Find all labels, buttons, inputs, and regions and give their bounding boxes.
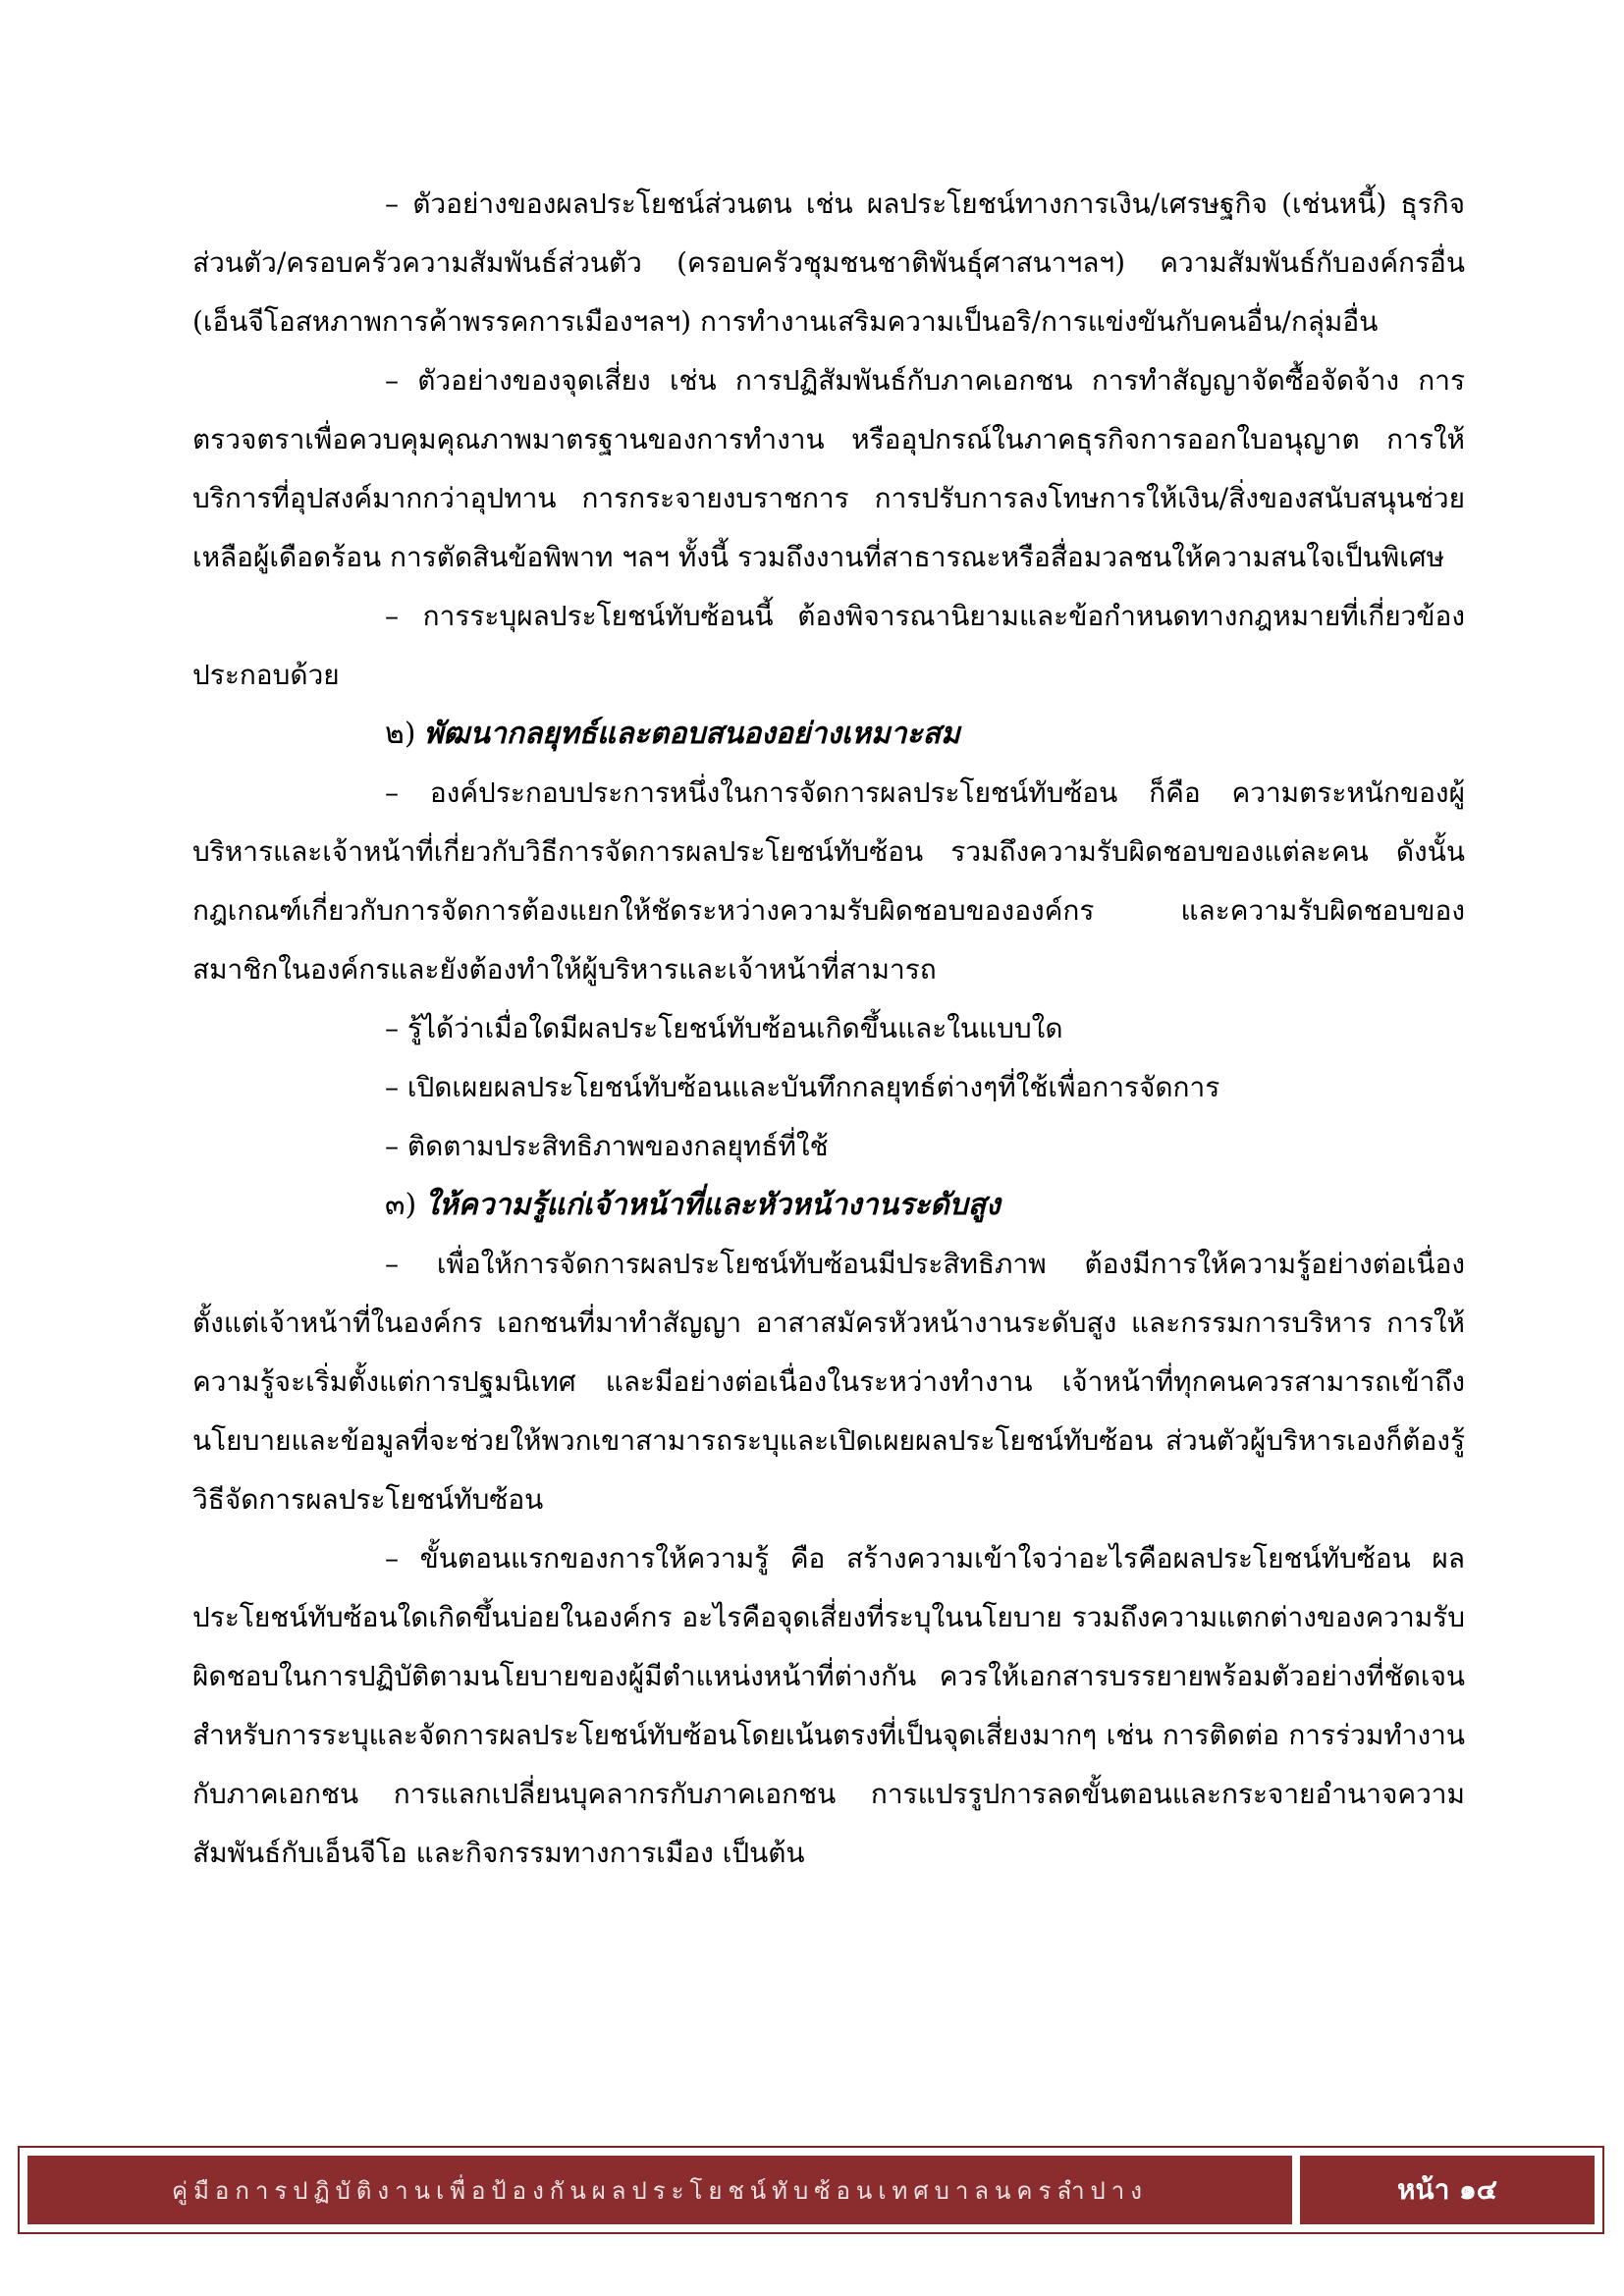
paragraph-private-interest-examples: – ตัวอย่างของผลประโยชน์ส่วนตน เช่น ผลประโยชน์ทางการเงิน/เศรษฐกิจ (เช่นหนี้) ธุรกิจส่วนตัว/ครอบครัวความสัมพันธ์ส่วนตัว (ครอบครัวชุมชนชาติพันธุ์ศาสนาฯลฯ) ความสัมพันธ์กับองค์กรอื่น (เอ็นจีโอสหภาพการค้าพรรคการเมืองฯลฯ) การทำงานเสริมความเป็นอริ/การแข่งขันกับคนอื่น/กลุ่มอื่น — [192, 187, 1465, 338]
paragraph-awareness: – องค์ประกอบประการหนึ่งในการจัดการผลประโยชน์ทับซ้อน ก็คือ ความตระหนักของผู้บริหารและเจ้าหน้าที่เกี่ยวกับวิธีการจัดการผลประโยชน์ทับซ้อน รวมถึงความรับผิดชอบของแต่ละคน ดังนั้น กฎเกณฑ์เกี่ยวกับการจัดการต้องแยกให้ชัดระหว่างความรับผิดชอบขององค์กร และความรับผิดชอบของสมาชิกในองค์กรและยังต้องทำให้ผู้บริหารและเจ้าหน้าที่สามารถ — [192, 776, 1465, 986]
page-number: หน้า ๑๔ — [1396, 2173, 1498, 2206]
section-title-3: ให้ความรู้แก่เจ้าหน้าที่และหัวหน้างานระดับสูง — [424, 1188, 1001, 1222]
paragraph-first-step-training: – ขั้นตอนแรกของการให้ความรู้ คือ สร้างความเข้าใจว่าอะไรคือผลประโยชน์ทับซ้อน ผลประโยชน์ทับซ้อนใดเกิดขึ้นบ่อยในองค์กร อะไรคือจุดเสี่ยงที่ระบุในนโยบาย รวมถึงความแตกต่างของความรับผิดชอบในการปฏิบัติตามนโยบายของผู้มีตำแหน่งหน้าที่ต่างกัน ควรให้เอกสารบรรยายพร้อมตัวอย่างที่ชัดเจนสำหรับการระบุและจัดการผลประโยชน์ทับซ้อนโดยเน้นตรงที่เป็นจุดเสี่ยงมากๆ เช่น การติดต่อ การร่วมทำงานกับภาคเอกชน การแลกเปลี่ยนบุคลากรกับภาคเอกชน การแปรรูปการลดขั้นตอนและกระจายอำนาจความสัมพันธ์กับเอ็นจีโอ และกิจกรรมทางการเมือง เป็นต้น — [192, 1542, 1465, 1869]
page-footer — [18, 2146, 1604, 2234]
paragraph-risk-point-examples: – ตัวอย่างของจุดเสี่ยง เช่น การปฏิสัมพันธ์กับภาคเอกชน การทำสัญญาจัดซื้อจัดจ้าง การตรวจตราเพื่อควบคุมคุณภาพมาตรฐานของการทำงาน หรืออุปกรณ์ในภาคธุรกิจการออกใบอนุญาต การให้บริการที่อุปสงค์มากกว่าอุปทาน การกระจายงบราชการ การปรับการลงโทษการให้เงิน/สิ่งของสนับสนุนช่วยเหลือผู้เดือดร้อน การตัดสินข้อพิพาท ฯลฯ ทั้งนี้ รวมถึงงานที่สาธารณะหรือสื่อมวลชนให้ความสนใจเป็นพิเศษ — [192, 364, 1465, 573]
paragraph-training: – เพื่อให้การจัดการผลประโยชน์ทับซ้อนมีประสิทธิภาพ ต้องมีการให้ความรู้อย่างต่อเนื่องตั้งแต่เจ้าหน้าที่ในองค์กร เอกชนที่มาทำสัญญา อาสาสมัครหัวหน้างานระดับสูง และกรรมการบริหาร การให้ความรู้จะเริ่มตั้งแต่การปฐมนิเทศ และมีอย่างต่อเนื่องในระหว่างทำงาน เจ้าหน้าที่ทุกคนควรสามารถเข้าถึงนโยบายและข้อมูลที่จะช่วยให้พวกเขาสามารถระบุและเปิดเผยผลประโยชน์ทับซ้อน ส่วนตัวผู้บริหารเองก็ต้องรู้วิธีจัดการผลประโยชน์ทับซ้อน — [192, 1248, 1465, 1516]
footer-title: คู่มือการปฏิบัติงานเพื่อป้องกันผลประโยชน์ทับซ้อนเทศบาลนครลำปาง — [172, 2176, 1148, 2205]
section-title-2: พัฒนากลยุทธ์และตอบสนองอย่างเหมาะสม — [423, 717, 960, 751]
section-heading-2 — [192, 705, 1465, 764]
footer-title-box — [27, 2156, 1292, 2224]
paragraph-legal-definition-note: – การระบุผลประโยชน์ทับซ้อนนี้ ต้องพิจารณานิยามและข้อกำหนดทางกฎหมายที่เกี่ยวข้องประกอบด้วย — [192, 600, 1465, 691]
section-heading-3 — [192, 1176, 1465, 1235]
section-number-2: ๒) — [385, 717, 416, 751]
section-number-3: ๓) — [385, 1188, 417, 1222]
footer-page-box — [1300, 2156, 1595, 2224]
list-item-disclose: – เปิดเผยผลประโยชน์ทับซ้อนและบันทึกกลยุทธ์ต่างๆที่ใช้เพื่อการจัดการ — [385, 1071, 1220, 1103]
list-item-monitor: – ติดตามประสิทธิภาพของกลยุทธ์ที่ใช้ — [385, 1130, 829, 1162]
document-body — [192, 175, 1465, 1883]
list-item-know-when: – รู้ได้ว่าเมื่อใดมีผลประโยชน์ทับซ้อนเกิดขึ้นและในแบบใด — [385, 1012, 1063, 1044]
